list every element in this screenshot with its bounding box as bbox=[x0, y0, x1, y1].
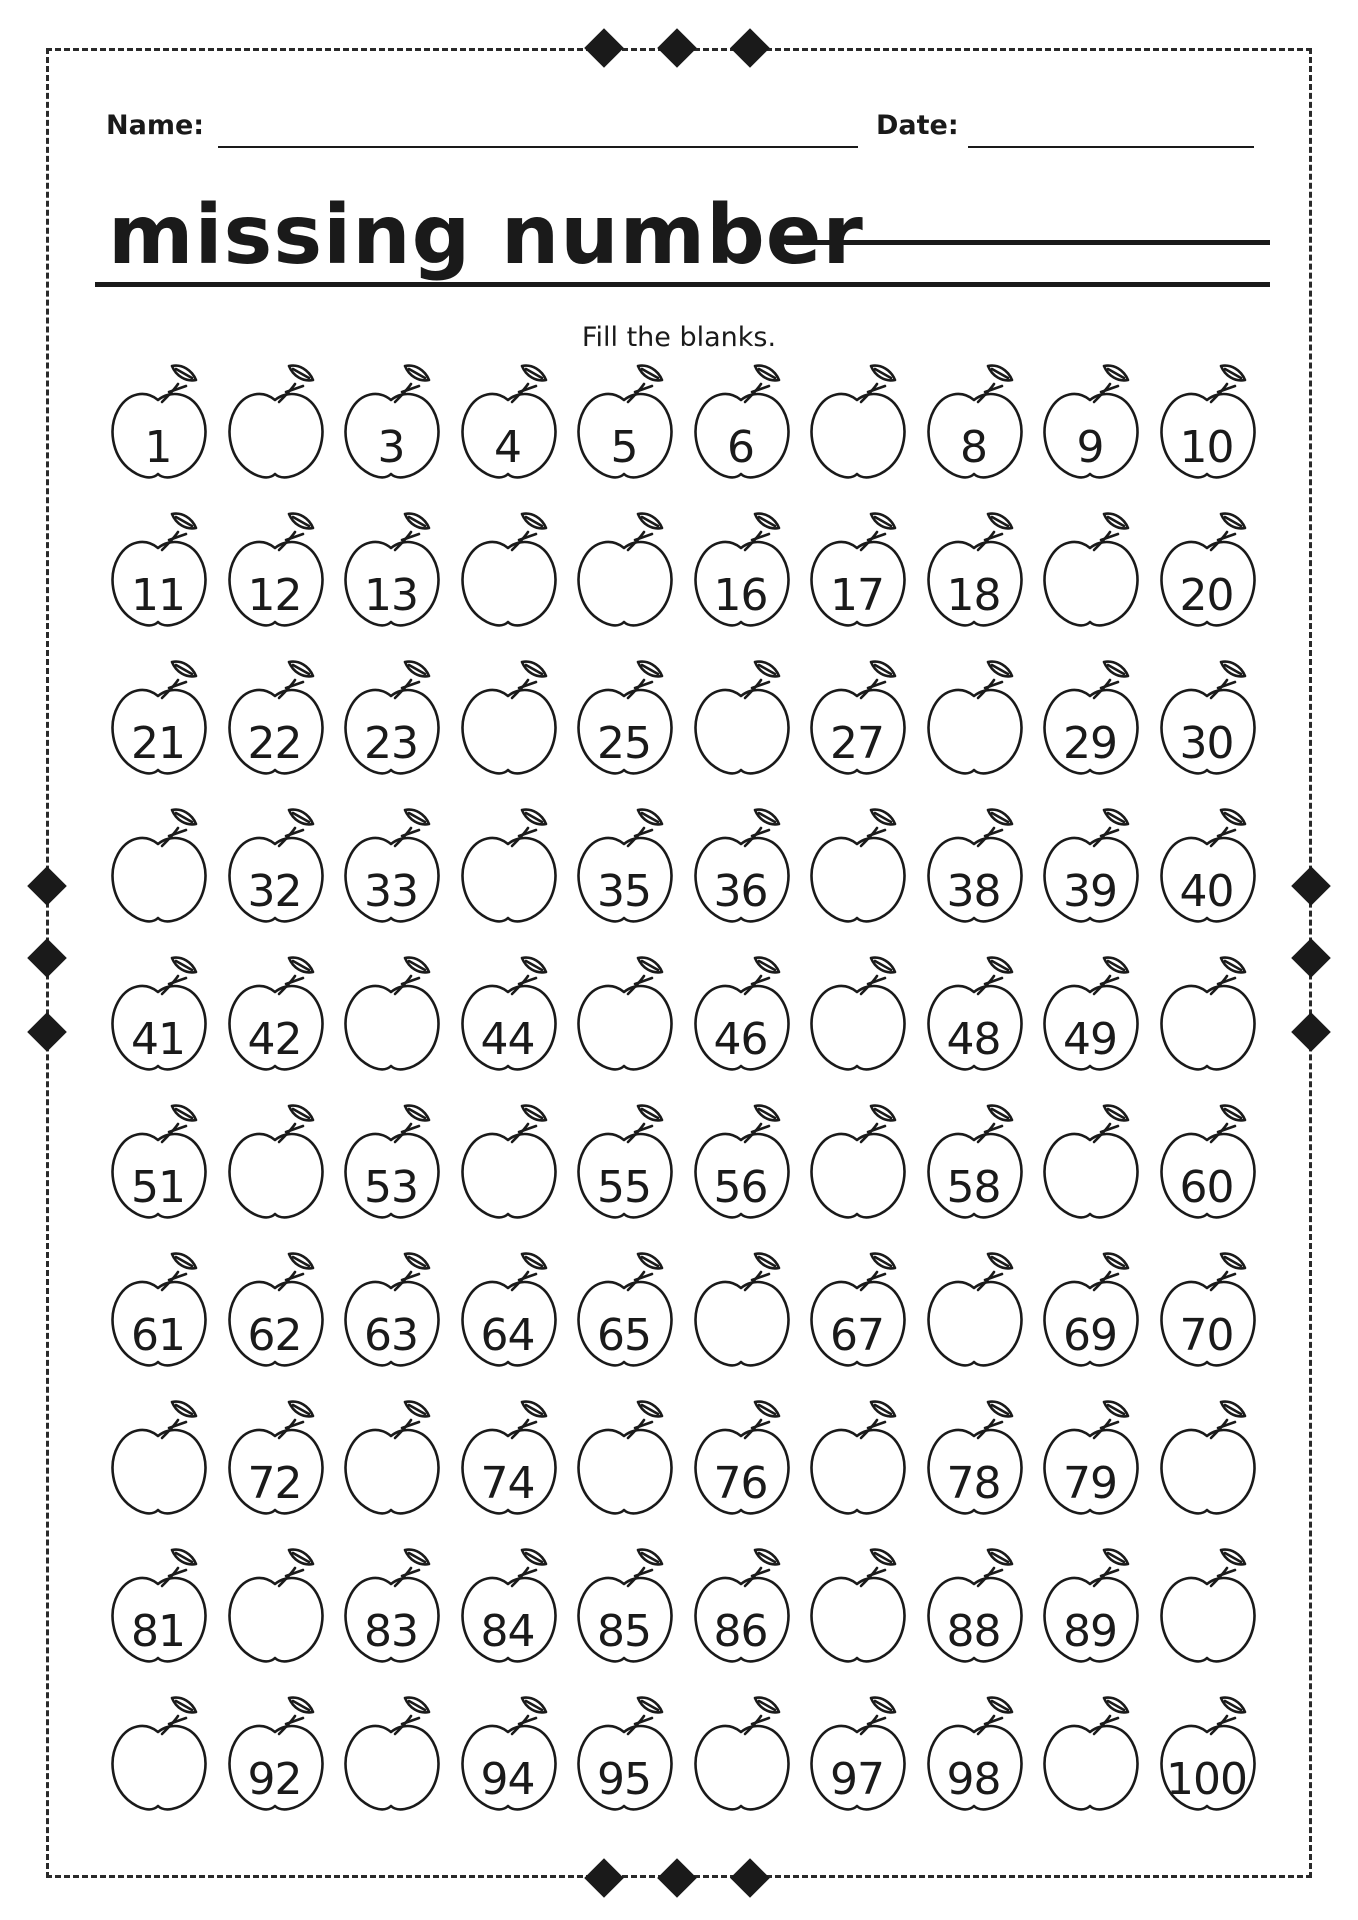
item-number: 6 bbox=[727, 422, 754, 473]
item-number: 100 bbox=[1166, 1754, 1247, 1805]
item-number: 5 bbox=[610, 422, 638, 473]
item-number: 48 bbox=[946, 1014, 1001, 1065]
blank-item[interactable] bbox=[572, 510, 688, 644]
number-item bbox=[456, 1250, 572, 1384]
item-number: 30 bbox=[1179, 718, 1234, 769]
number-item bbox=[106, 1250, 222, 1384]
item-number: 38 bbox=[946, 866, 1001, 917]
number-item bbox=[339, 658, 455, 792]
number-item bbox=[922, 1694, 1038, 1828]
number-item bbox=[223, 1250, 339, 1384]
blank-item[interactable] bbox=[922, 1250, 1038, 1384]
number-item bbox=[1038, 954, 1154, 1088]
item-number: 95 bbox=[597, 1754, 651, 1805]
blank-item[interactable] bbox=[805, 806, 921, 940]
number-item bbox=[456, 362, 572, 496]
number-item bbox=[689, 362, 805, 496]
item-number: 85 bbox=[597, 1606, 651, 1657]
item-number: 64 bbox=[480, 1310, 535, 1361]
blank-item[interactable] bbox=[339, 954, 455, 1088]
item-number: 11 bbox=[131, 570, 185, 621]
item-number: 51 bbox=[131, 1162, 185, 1213]
item-number: 17 bbox=[830, 570, 884, 621]
item-number: 41 bbox=[131, 1014, 185, 1065]
number-item bbox=[689, 1398, 805, 1532]
blank-item[interactable] bbox=[1038, 1694, 1154, 1828]
item-number: 56 bbox=[713, 1162, 768, 1213]
number-item bbox=[106, 954, 222, 1088]
item-number: 18 bbox=[946, 570, 1001, 621]
number-item bbox=[689, 510, 805, 644]
item-number: 3 bbox=[377, 422, 405, 473]
number-item bbox=[106, 1102, 222, 1236]
item-number: 63 bbox=[364, 1310, 418, 1361]
blank-item[interactable] bbox=[1155, 1398, 1271, 1532]
number-item bbox=[1155, 510, 1271, 644]
item-number: 89 bbox=[1063, 1606, 1117, 1657]
item-number: 22 bbox=[247, 718, 302, 769]
item-number: 1 bbox=[144, 422, 172, 473]
item-number: 70 bbox=[1179, 1310, 1234, 1361]
number-item bbox=[689, 1546, 805, 1680]
name-label: Name: bbox=[106, 110, 205, 141]
item-number: 86 bbox=[713, 1606, 768, 1657]
item-number: 55 bbox=[597, 1162, 651, 1213]
number-item bbox=[339, 1546, 455, 1680]
number-item bbox=[223, 1694, 339, 1828]
blank-item[interactable] bbox=[805, 1546, 921, 1680]
number-item bbox=[106, 658, 222, 792]
blank-item[interactable] bbox=[805, 954, 921, 1088]
item-number: 98 bbox=[946, 1754, 1001, 1805]
item-number: 76 bbox=[713, 1458, 768, 1509]
number-item bbox=[572, 1102, 688, 1236]
number-item bbox=[456, 954, 572, 1088]
item-number: 16 bbox=[713, 570, 768, 621]
number-item bbox=[339, 510, 455, 644]
item-number: 40 bbox=[1179, 866, 1234, 917]
number-item bbox=[572, 1250, 688, 1384]
blank-item[interactable] bbox=[1155, 954, 1271, 1088]
number-item bbox=[223, 510, 339, 644]
item-number: 8 bbox=[960, 422, 987, 473]
blank-item[interactable] bbox=[1155, 1546, 1271, 1680]
item-number: 42 bbox=[247, 1014, 302, 1065]
item-number: 44 bbox=[480, 1014, 535, 1065]
item-number: 33 bbox=[364, 866, 418, 917]
blank-item[interactable] bbox=[805, 1102, 921, 1236]
blank-item[interactable] bbox=[805, 1398, 921, 1532]
number-item bbox=[1038, 658, 1154, 792]
number-item bbox=[223, 806, 339, 940]
blank-item[interactable] bbox=[572, 954, 688, 1088]
number-item bbox=[1155, 1250, 1271, 1384]
number-item bbox=[339, 362, 455, 496]
number-item bbox=[339, 1250, 455, 1384]
blank-item[interactable] bbox=[339, 1398, 455, 1532]
number-item bbox=[922, 806, 1038, 940]
item-number: 78 bbox=[946, 1458, 1001, 1509]
item-number: 74 bbox=[480, 1458, 535, 1509]
item-number: 9 bbox=[1076, 422, 1104, 473]
number-item bbox=[106, 1546, 222, 1680]
item-number: 81 bbox=[131, 1606, 185, 1657]
number-item bbox=[572, 658, 688, 792]
number-item bbox=[1155, 362, 1271, 496]
number-item bbox=[689, 1102, 805, 1236]
number-item bbox=[339, 1102, 455, 1236]
number-item bbox=[805, 1250, 921, 1384]
number-item bbox=[922, 510, 1038, 644]
item-number: 35 bbox=[597, 866, 651, 917]
item-number: 10 bbox=[1179, 422, 1234, 473]
item-number: 32 bbox=[247, 866, 302, 917]
number-item bbox=[1038, 1398, 1154, 1532]
item-number: 72 bbox=[247, 1458, 302, 1509]
blank-item[interactable] bbox=[1038, 510, 1154, 644]
item-number: 12 bbox=[247, 570, 302, 621]
item-number: 65 bbox=[597, 1310, 651, 1361]
number-item bbox=[572, 362, 688, 496]
item-number: 58 bbox=[946, 1162, 1001, 1213]
number-item bbox=[1038, 806, 1154, 940]
blank-item[interactable] bbox=[1038, 1102, 1154, 1236]
item-number: 79 bbox=[1063, 1458, 1117, 1509]
number-item bbox=[572, 806, 688, 940]
item-number: 84 bbox=[480, 1606, 535, 1657]
blank-item[interactable] bbox=[339, 1694, 455, 1828]
blank-item[interactable] bbox=[456, 510, 572, 644]
blank-item[interactable] bbox=[223, 1546, 339, 1680]
number-item bbox=[922, 362, 1038, 496]
item-number: 4 bbox=[494, 422, 521, 473]
number-item bbox=[223, 1398, 339, 1532]
item-number: 69 bbox=[1063, 1310, 1117, 1361]
item-number: 60 bbox=[1179, 1162, 1234, 1213]
number-item bbox=[1038, 362, 1154, 496]
number-item bbox=[689, 806, 805, 940]
number-item bbox=[689, 954, 805, 1088]
item-number: 36 bbox=[713, 866, 768, 917]
item-number: 97 bbox=[830, 1754, 884, 1805]
number-item bbox=[922, 1546, 1038, 1680]
number-item bbox=[1038, 1546, 1154, 1680]
item-number: 27 bbox=[830, 718, 884, 769]
number-item bbox=[456, 1398, 572, 1532]
item-number: 46 bbox=[713, 1014, 768, 1065]
instruction-text: Fill the blanks. bbox=[581, 322, 777, 353]
number-item bbox=[106, 362, 222, 496]
blank-item[interactable] bbox=[805, 362, 921, 496]
number-item bbox=[805, 658, 921, 792]
number-item bbox=[1155, 1102, 1271, 1236]
item-number: 25 bbox=[597, 718, 651, 769]
blank-item[interactable] bbox=[572, 1398, 688, 1532]
item-number: 29 bbox=[1063, 718, 1117, 769]
item-number: 13 bbox=[364, 570, 418, 621]
number-item bbox=[572, 1546, 688, 1680]
number-item bbox=[1038, 1250, 1154, 1384]
blank-item[interactable] bbox=[456, 658, 572, 792]
number-item bbox=[223, 954, 339, 1088]
blank-item[interactable] bbox=[689, 1694, 805, 1828]
item-number: 20 bbox=[1179, 570, 1234, 621]
number-item bbox=[572, 1694, 688, 1828]
number-item bbox=[456, 1546, 572, 1680]
date-label: Date: bbox=[876, 110, 959, 141]
blank-item[interactable] bbox=[223, 1102, 339, 1236]
number-item bbox=[223, 658, 339, 792]
item-number: 61 bbox=[131, 1310, 185, 1361]
number-item bbox=[339, 806, 455, 940]
number-item bbox=[922, 954, 1038, 1088]
item-number: 23 bbox=[364, 718, 418, 769]
blank-item[interactable] bbox=[223, 362, 339, 496]
item-number: 21 bbox=[131, 718, 185, 769]
number-item bbox=[456, 1694, 572, 1828]
item-number: 67 bbox=[830, 1310, 884, 1361]
item-number: 49 bbox=[1063, 1014, 1117, 1065]
number-item bbox=[1155, 1694, 1271, 1828]
item-number: 88 bbox=[946, 1606, 1001, 1657]
blank-item[interactable] bbox=[106, 1398, 222, 1532]
item-number: 83 bbox=[364, 1606, 418, 1657]
number-item bbox=[1155, 658, 1271, 792]
number-item bbox=[922, 1102, 1038, 1236]
item-number: 53 bbox=[364, 1162, 418, 1213]
number-item bbox=[106, 510, 222, 644]
item-number: 92 bbox=[247, 1754, 302, 1805]
blank-item[interactable] bbox=[689, 1250, 805, 1384]
number-item bbox=[1155, 806, 1271, 940]
number-item bbox=[805, 510, 921, 644]
blank-item[interactable] bbox=[922, 658, 1038, 792]
blank-item[interactable] bbox=[106, 1694, 222, 1828]
number-item bbox=[922, 1398, 1038, 1532]
number-item bbox=[805, 1694, 921, 1828]
blank-item[interactable] bbox=[456, 806, 572, 940]
blank-item[interactable] bbox=[106, 806, 222, 940]
page-title: missing number bbox=[108, 188, 864, 283]
item-number: 62 bbox=[247, 1310, 302, 1361]
item-number: 94 bbox=[480, 1754, 535, 1805]
blank-item[interactable] bbox=[689, 658, 805, 792]
item-number: 39 bbox=[1063, 866, 1117, 917]
blank-item[interactable] bbox=[456, 1102, 572, 1236]
